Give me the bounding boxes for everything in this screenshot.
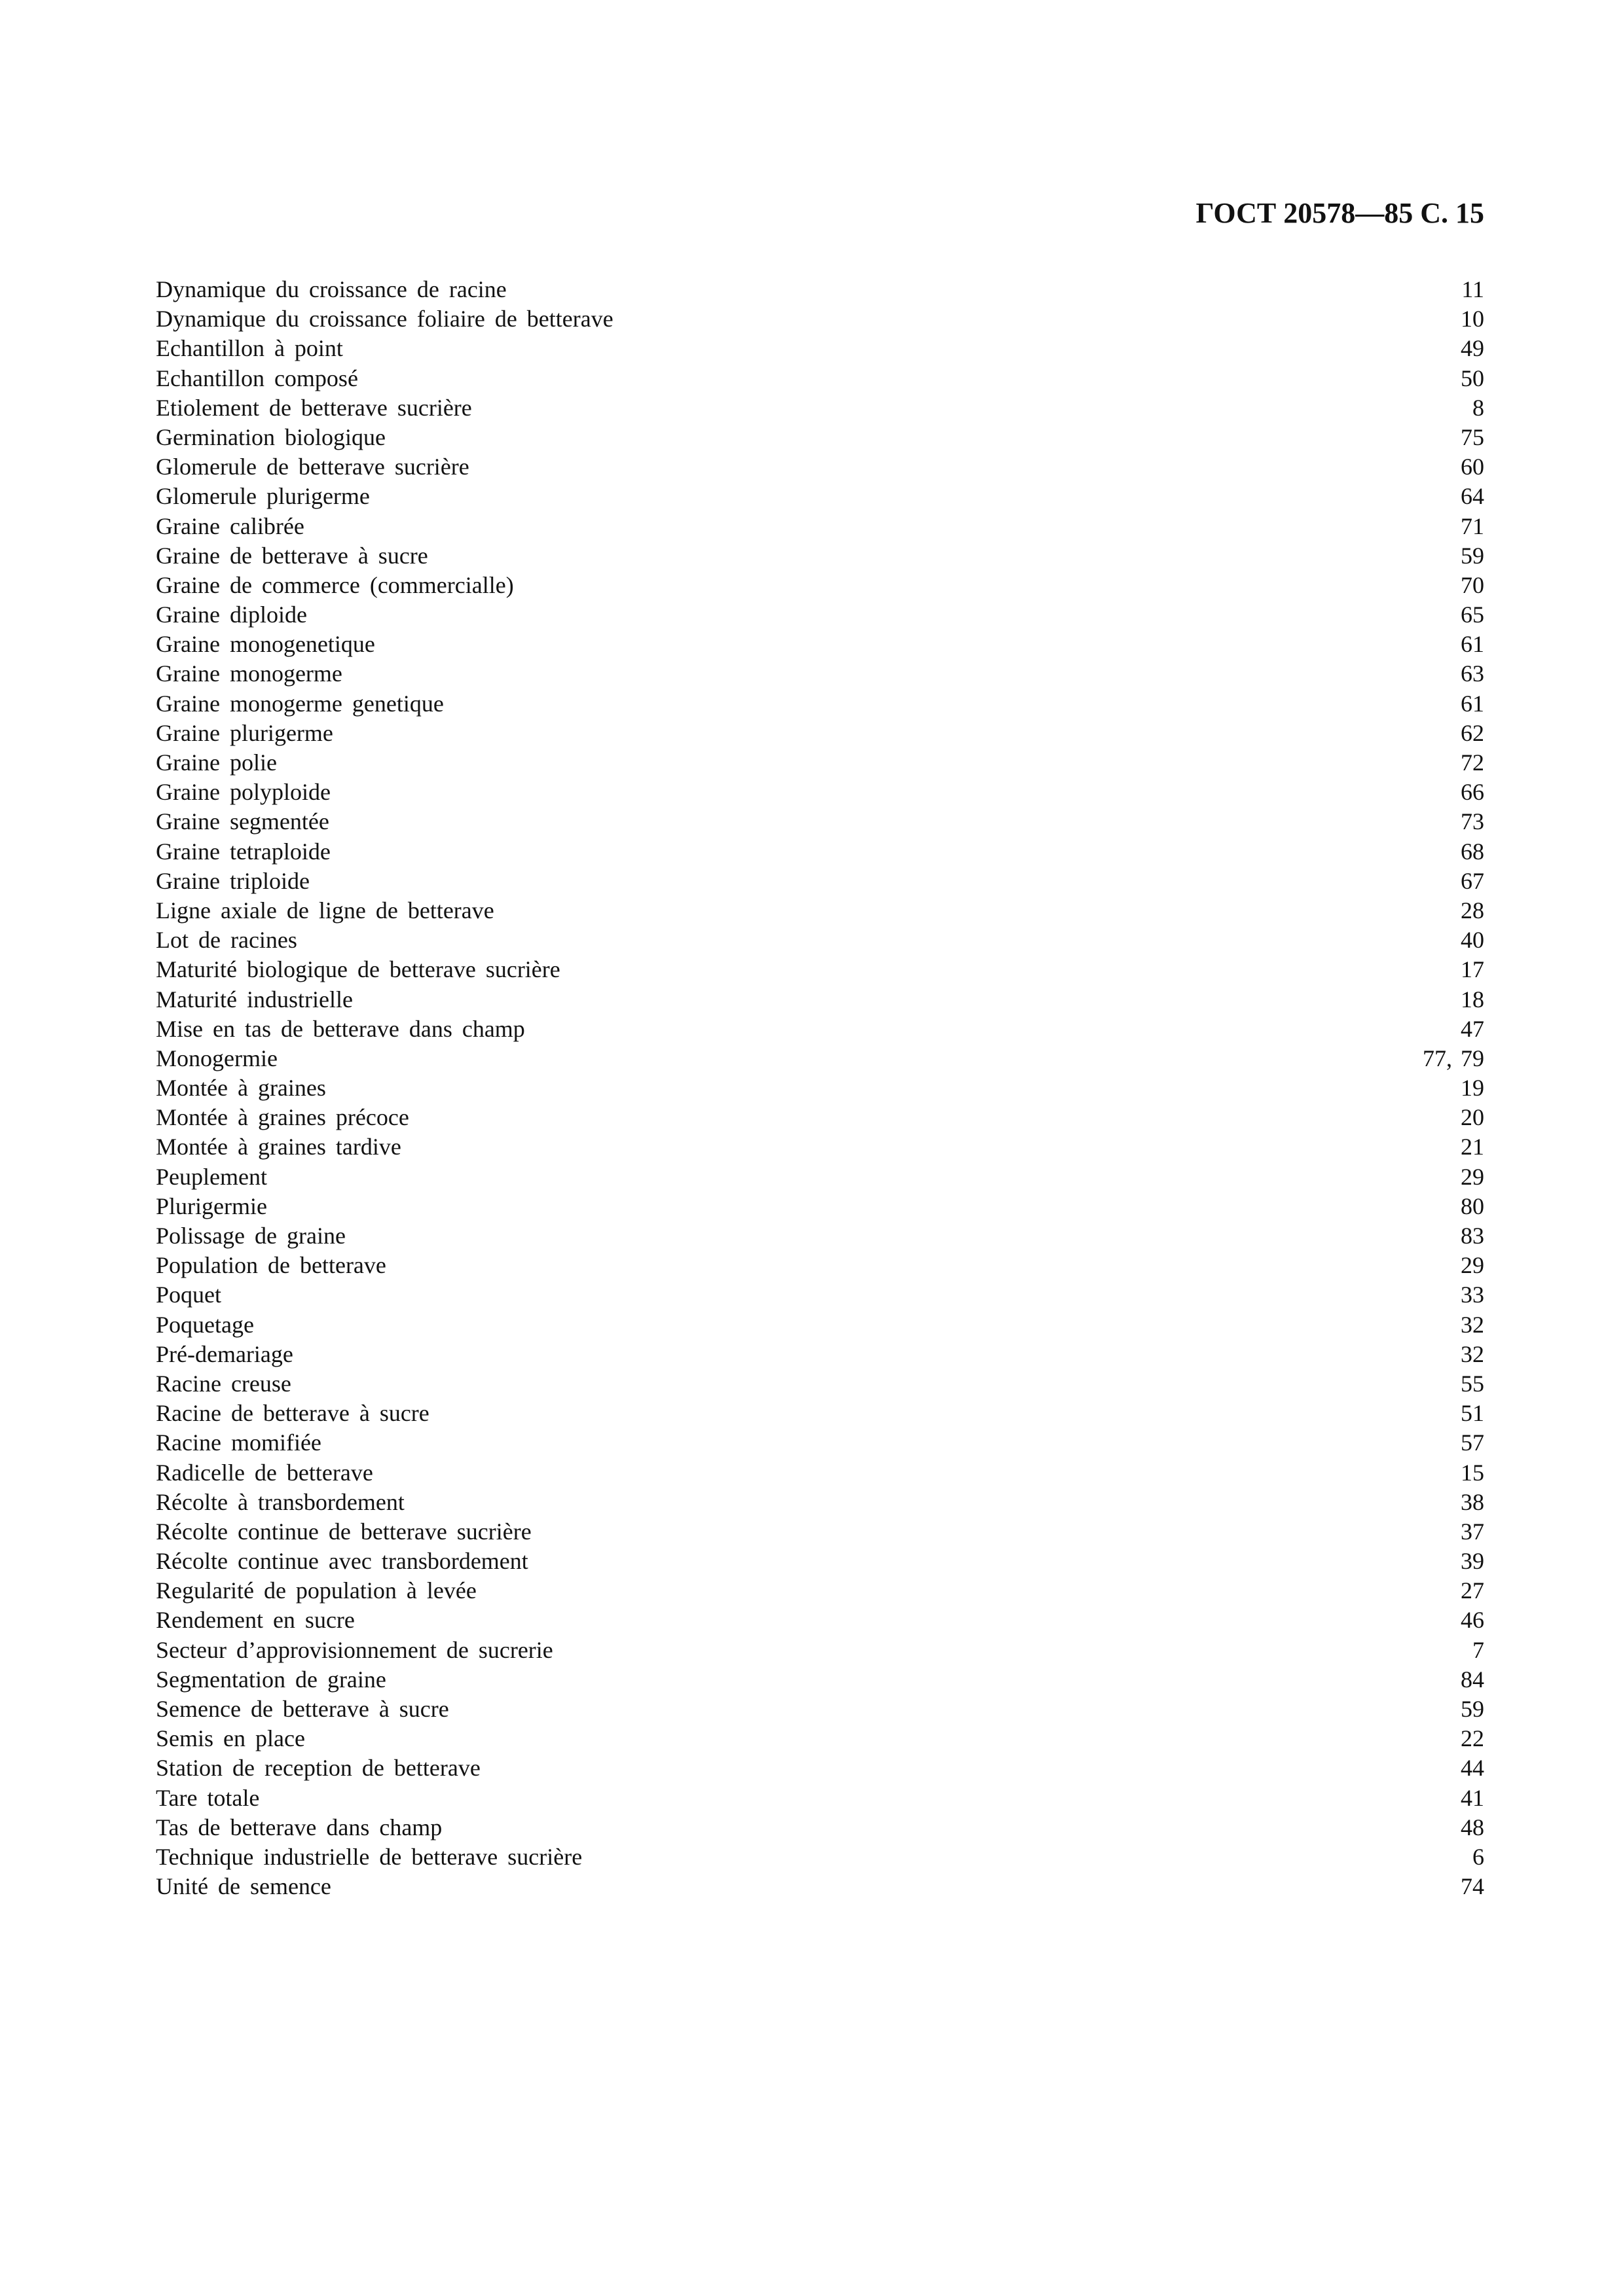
index-entry — [156, 304, 1484, 334]
index-term-number: 20 — [1461, 1104, 1484, 1131]
index-term-number: 65 — [1461, 601, 1484, 628]
index-term: Glomerule plurigerme — [156, 483, 370, 510]
index-entry — [156, 1842, 1484, 1872]
index-term-number: 29 — [1461, 1252, 1484, 1279]
index-term-number: 29 — [1461, 1163, 1484, 1190]
index-term: Polissage de graine — [156, 1223, 346, 1249]
index-term-number: 68 — [1461, 838, 1484, 865]
index-term: Glomerule de betterave sucrière — [156, 454, 469, 480]
index-term-number: 63 — [1461, 660, 1484, 687]
index-entry — [156, 1605, 1484, 1635]
index-term-number: 62 — [1461, 719, 1484, 746]
index-term-number: 44 — [1461, 1755, 1484, 1782]
index-entry — [156, 1695, 1484, 1724]
index-entry — [156, 1251, 1484, 1280]
index-entry — [156, 719, 1484, 748]
index-entry — [156, 1310, 1484, 1340]
index-term-number: 66 — [1461, 779, 1484, 806]
page-running-title: ГОСТ 20578—85 С. 15 — [1195, 197, 1484, 229]
index-entry — [156, 1636, 1484, 1665]
index-term-number: 40 — [1461, 927, 1484, 954]
index-term: Pré-demariage — [156, 1340, 293, 1367]
index-term: Mise en tas de betterave dans champ — [156, 1015, 525, 1042]
index-entry — [156, 1103, 1484, 1132]
index-entry — [156, 955, 1484, 984]
index-term: Secteur d’approvisionnement de sucrerie — [156, 1636, 553, 1663]
index-term: Poquetage — [156, 1311, 254, 1338]
index-term-number: 61 — [1461, 631, 1484, 658]
index-term: Dynamique du croissance de racine — [156, 276, 507, 302]
index-term: Monogermie — [156, 1045, 278, 1071]
index-entry — [156, 1488, 1484, 1517]
index-entry — [156, 837, 1484, 867]
index-term: Graine polyploide — [156, 779, 331, 806]
index-term-number: 72 — [1461, 749, 1484, 776]
index-entry — [156, 985, 1484, 1014]
index-term-number: 17 — [1461, 956, 1484, 983]
index-term-number: 19 — [1461, 1075, 1484, 1102]
index-term: Montée à graines précoce — [156, 1104, 409, 1131]
index-term: Montée à graines tardive — [156, 1134, 401, 1160]
index-term-number: 15 — [1461, 1459, 1484, 1486]
index-term-number: 47 — [1461, 1015, 1484, 1042]
alphabetical-index — [156, 275, 1484, 1901]
index-term-number: 39 — [1461, 1548, 1484, 1575]
index-term-number: 41 — [1461, 1784, 1484, 1811]
index-entry — [156, 512, 1484, 541]
index-term: Etiolement de betterave sucrière — [156, 394, 472, 421]
index-term: Graine polie — [156, 749, 277, 776]
index-term-number: 70 — [1461, 571, 1484, 598]
index-term-number: 50 — [1461, 365, 1484, 391]
index-entry — [156, 807, 1484, 836]
index-entry — [156, 1014, 1484, 1044]
index-term: Plurigermie — [156, 1193, 267, 1219]
index-term: Peuplement — [156, 1163, 267, 1190]
index-term-number: 33 — [1461, 1282, 1484, 1308]
index-term-number: 59 — [1461, 542, 1484, 569]
index-term: Rendement en sucre — [156, 1607, 355, 1634]
index-entry — [156, 659, 1484, 689]
index-entry — [156, 867, 1484, 896]
index-term: Récolte continue avec transbordement — [156, 1548, 528, 1575]
index-term: Radicelle de betterave — [156, 1459, 373, 1486]
index-entry — [156, 1813, 1484, 1842]
index-term: Graine plurigerme — [156, 719, 333, 746]
index-term-number: 77, 79 — [1423, 1045, 1484, 1071]
index-term-number: 55 — [1461, 1370, 1484, 1397]
index-term: Graine de commerce (commercialle) — [156, 571, 514, 598]
index-entry — [156, 1340, 1484, 1369]
index-entry — [156, 1044, 1484, 1073]
index-term: Ligne axiale de ligne de betterave — [156, 897, 494, 924]
index-entry — [156, 334, 1484, 363]
index-entry — [156, 364, 1484, 393]
index-term: Tas de betterave dans champ — [156, 1814, 443, 1840]
index-term-number: 22 — [1461, 1725, 1484, 1752]
index-term: Lot de racines — [156, 927, 297, 954]
index-term: Racine momifiée — [156, 1429, 321, 1456]
index-entry — [156, 1576, 1484, 1605]
index-term: Germination biologique — [156, 423, 386, 450]
index-entry — [156, 393, 1484, 423]
index-term: Technique industrielle de betterave sucrière — [156, 1843, 583, 1870]
index-term-number: 21 — [1461, 1134, 1484, 1160]
index-term-number: 37 — [1461, 1518, 1484, 1545]
index-term-number: 73 — [1461, 808, 1484, 835]
index-term-number: 6 — [1472, 1843, 1484, 1870]
index-term-number: 74 — [1461, 1873, 1484, 1900]
index-entry — [156, 1192, 1484, 1221]
index-term-number: 32 — [1461, 1311, 1484, 1338]
index-entry — [156, 630, 1484, 659]
index-term: Population de betterave — [156, 1252, 386, 1279]
index-term-number: 51 — [1461, 1400, 1484, 1427]
index-term-number: 64 — [1461, 483, 1484, 510]
index-entry — [156, 1073, 1484, 1103]
index-term: Poquet — [156, 1282, 222, 1308]
index-term: Segmentation de graine — [156, 1666, 386, 1693]
index-term-number: 27 — [1461, 1577, 1484, 1604]
index-term-number: 32 — [1461, 1340, 1484, 1367]
index-term-number: 84 — [1461, 1666, 1484, 1693]
index-entry — [156, 1872, 1484, 1901]
index-entry — [156, 452, 1484, 482]
index-entry — [156, 1784, 1484, 1813]
index-term: Echantillon composé — [156, 365, 358, 391]
index-term: Récolte continue de betterave sucrière — [156, 1518, 532, 1545]
index-term: Semence de betterave à sucre — [156, 1696, 449, 1722]
index-term-number: 75 — [1461, 423, 1484, 450]
index-term: Maturité biologique de betterave sucrière — [156, 956, 560, 983]
index-entry — [156, 1458, 1484, 1488]
index-entry — [156, 748, 1484, 778]
index-entry — [156, 571, 1484, 600]
index-term-number: 8 — [1472, 394, 1484, 421]
index-entry — [156, 1753, 1484, 1783]
index-entry — [156, 1547, 1484, 1576]
index-term: Maturité industrielle — [156, 986, 353, 1013]
index-term-number: 7 — [1472, 1636, 1484, 1663]
index-term-number: 61 — [1461, 690, 1484, 717]
index-term: Graine de betterave à sucre — [156, 542, 428, 569]
index-term-number: 46 — [1461, 1607, 1484, 1634]
index-term: Unité de semence — [156, 1873, 331, 1900]
index-term: Graine monogerme — [156, 660, 342, 687]
index-term-number: 59 — [1461, 1696, 1484, 1722]
index-term: Dynamique du croissance foliaire de betterave — [156, 306, 613, 332]
index-term-number: 11 — [1461, 276, 1484, 302]
index-entry — [156, 1724, 1484, 1753]
index-term-number: 71 — [1461, 512, 1484, 539]
index-entry — [156, 778, 1484, 807]
index-term-number: 67 — [1461, 867, 1484, 894]
index-entry — [156, 925, 1484, 955]
index-term-number: 57 — [1461, 1429, 1484, 1456]
index-entry — [156, 1221, 1484, 1251]
index-term-number: 49 — [1461, 335, 1484, 362]
index-term: Tare totale — [156, 1784, 260, 1811]
index-term: Semis en place — [156, 1725, 305, 1752]
index-term: Graine diploide — [156, 601, 307, 628]
index-entry — [156, 1399, 1484, 1428]
index-entry — [156, 423, 1484, 452]
index-term: Graine monogenetique — [156, 631, 375, 658]
index-term: Racine creuse — [156, 1370, 291, 1397]
index-term: Racine de betterave à sucre — [156, 1400, 429, 1427]
index-entry — [156, 1369, 1484, 1399]
index-entry — [156, 1132, 1484, 1162]
index-term-number: 48 — [1461, 1814, 1484, 1840]
index-entry — [156, 1428, 1484, 1458]
index-term: Graine monogerme genetique — [156, 690, 444, 717]
index-term: Graine triploide — [156, 867, 310, 894]
index-term-number: 38 — [1461, 1488, 1484, 1515]
index-entry — [156, 1280, 1484, 1310]
index-entry — [156, 689, 1484, 719]
index-term: Récolte à transbordement — [156, 1488, 405, 1515]
index-term-number: 60 — [1461, 454, 1484, 480]
index-term-number: 28 — [1461, 897, 1484, 924]
index-term: Graine segmentée — [156, 808, 329, 835]
index-entry — [156, 482, 1484, 511]
index-term: Regularité de population à levée — [156, 1577, 477, 1604]
index-term: Graine calibrée — [156, 512, 304, 539]
index-term-number: 80 — [1461, 1193, 1484, 1219]
index-entry — [156, 275, 1484, 304]
index-term: Echantillon à point — [156, 335, 343, 362]
index-term-number: 18 — [1461, 986, 1484, 1013]
index-term-number: 10 — [1461, 306, 1484, 332]
index-term-number: 83 — [1461, 1223, 1484, 1249]
index-entry — [156, 1517, 1484, 1547]
index-entry — [156, 1162, 1484, 1192]
index-term: Graine tetraploide — [156, 838, 331, 865]
index-term: Montée à graines — [156, 1075, 326, 1102]
index-entry — [156, 1665, 1484, 1695]
index-entry — [156, 541, 1484, 571]
index-term: Station de reception de betterave — [156, 1755, 481, 1782]
index-entry — [156, 600, 1484, 630]
index-entry — [156, 896, 1484, 925]
